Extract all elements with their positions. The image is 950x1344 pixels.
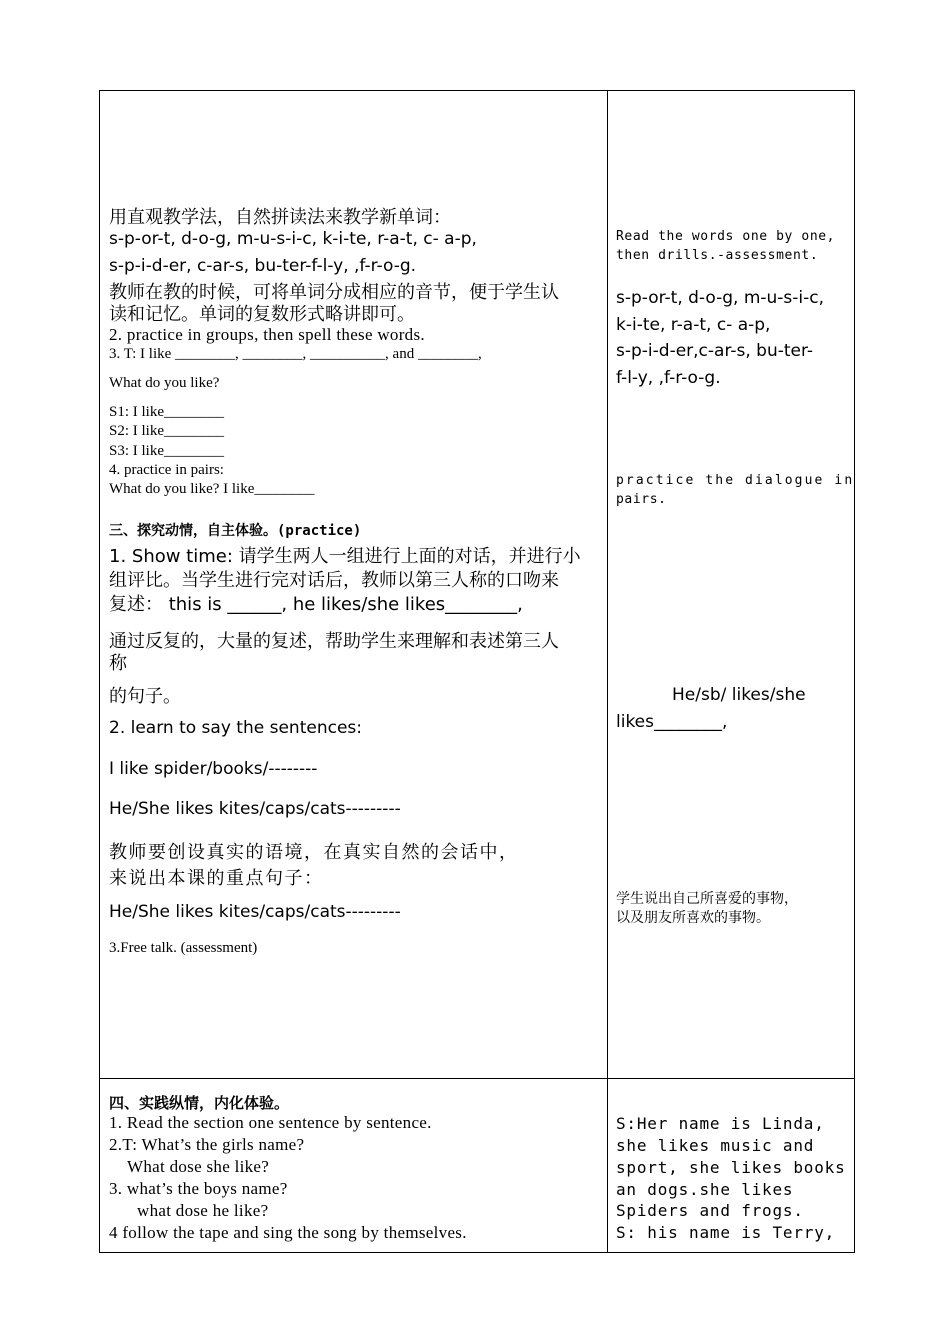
answer-line-1: S:Her name is Linda, <box>616 1114 825 1133</box>
i-like-sentence: I like spider/books/-------- <box>109 759 318 779</box>
method-intro: 用直观教学法，自然拼读法来教学新单词： <box>109 207 451 228</box>
he-sb-likes-line-2: likes________, <box>616 712 728 732</box>
right-spell-line-2: k-i-te, r-a-t, c- a-p, <box>616 315 771 335</box>
section-3-heading: 三、探究动情，自主体验。(practice) <box>109 523 362 539</box>
practice-dialogue-line-1: practice the dialogue in <box>616 473 855 488</box>
student-2-line: S2: I like________ <box>109 423 224 439</box>
right-spell-line-4: f-l-y, ,f-r-o-g. <box>616 368 721 388</box>
answer-line-4: an dogs.she likes <box>616 1180 794 1199</box>
students-say-line-2: 以及朋友所喜欢的事物。 <box>616 910 770 926</box>
practice-dialogue-line-2: pairs. <box>616 492 667 507</box>
row-divider <box>99 1078 855 1079</box>
repeat-line-1: 通过反复的，大量的复述，帮助学生来理解和表述第三人 <box>109 631 559 652</box>
repeat-line-3: 的句子。 <box>109 686 181 707</box>
section-4-line-3: What dose she like? <box>127 1157 270 1176</box>
practice-step-4: 4. practice in pairs: <box>109 462 224 478</box>
section-4-line-1: 1. Read the section one sentence by sentence. <box>109 1113 432 1132</box>
show-time-line-2: 组评比。当学生进行完对话后，教师以第三人称的口吻来 <box>109 570 559 591</box>
practice-step-2: 2. practice in groups, then spell these words. <box>109 325 425 344</box>
he-sb-likes-line-1: He/sb/ likes/she <box>672 685 806 705</box>
he-she-likes-sentence: He/She likes kites/caps/cats--------- <box>109 799 401 819</box>
answer-line-6: S: his name is Terry, <box>616 1223 836 1242</box>
student-1-line: S1: I like________ <box>109 404 224 420</box>
show-time-line-1: 1. Show time: 请学生两人一组进行上面的对话，并进行小 <box>109 546 581 567</box>
spell-line-1: s-p-or-t, d-o-g, m-u-s-i-c, k-i-te, r-a-t, c- a-p, <box>109 229 477 249</box>
free-talk: 3.Free talk. (assessment) <box>109 940 258 956</box>
context-line-1: 教师要创设真实的语境，在真实自然的会话中， <box>109 842 519 863</box>
teach-note-line-2: 读和记忆。单词的复数形式略讲即可。 <box>109 304 415 325</box>
read-words-line-2: then drills.-assessment. <box>616 248 819 263</box>
what-do-you-like: What do you like? <box>109 375 220 391</box>
spell-line-2: s-p-i-d-er, c-ar-s, bu-ter-f-l-y, ,f-r-o-g. <box>109 256 417 276</box>
practice-step-3: 3. T: I like ________, ________, __________, and ________, <box>109 346 482 362</box>
show-time-line-3: 复述： this is ______, he likes/she likes________, <box>109 594 523 615</box>
section-4-line-6: 4 follow the tape and sing the song by themselves. <box>109 1223 467 1242</box>
context-line-2: 来说出本课的重点句子： <box>109 868 324 889</box>
repeat-line-2: 称 <box>109 653 127 674</box>
answer-line-2: she likes music and <box>616 1136 815 1155</box>
right-spell-line-1: s-p-or-t, d-o-g, m-u-s-i-c, <box>616 288 825 308</box>
answer-line-5: Spiders and frogs. <box>616 1201 804 1220</box>
read-words-line-1: Read the words one by one, <box>616 229 836 244</box>
section-4-line-2: 2.T: What’s the girls name? <box>109 1135 305 1154</box>
pairs-dialogue: What do you like? I like________ <box>109 481 315 497</box>
section-4-line-4: 3. what’s the boys name? <box>109 1179 288 1198</box>
section-4-line-5: what dose he like? <box>137 1201 269 1220</box>
students-say-line-1: 学生说出自己所喜爱的事物， <box>616 891 798 907</box>
learn-to-say: 2. learn to say the sentences: <box>109 718 362 738</box>
section-4-heading: 四、实践纵情，内化体验。 <box>109 1094 290 1112</box>
right-spell-line-3: s-p-i-d-er,c-ar-s, bu-ter- <box>616 341 814 361</box>
he-she-likes-key-sentence: He/She likes kites/caps/cats--------- <box>109 902 401 922</box>
teach-note-line-1: 教师在教的时候，可将单词分成相应的音节，便于学生认 <box>109 282 559 303</box>
answer-line-3: sport, she likes books <box>616 1158 846 1177</box>
student-3-line: S3: I like________ <box>109 443 224 459</box>
